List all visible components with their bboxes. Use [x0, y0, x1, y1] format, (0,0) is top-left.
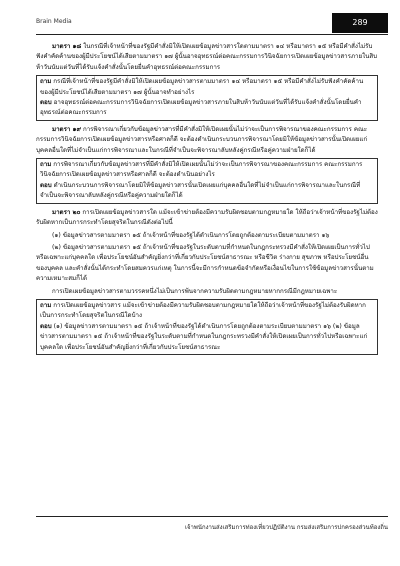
question-label: ถาม [40, 161, 52, 169]
paragraph-text: การเปิดเผยข้อมูลข่าวสารใด แม้จะเข้าข่ายต้องมีความรับผิดชอบตามกฎหมายใด ให้ถือว่าเจ้าหน้าที่ของรัฐไม่ต้องรับผิดหากเป็นการกระทำโดยสุจริตในกรณีดังต่อไปนี้ [36, 208, 378, 227]
question-text: การเปิดเผยข้อมูลข่าวสาร แม้จะเข้าข่ายต้องมีความรับผิดชอบตามกฎหมายใดให้ถือว่าเจ้าหน้าที่ของรัฐไม่ต้องรับผิดหากเป็นการกระทำโดยสุจริตในกรณีใดบ้าง [40, 301, 366, 320]
answer-line [40, 98, 374, 119]
answer-text: ดำเนินกระบวนการพิจารณาโดยมิให้ข้อมูลข่าวสารนั้นเปิดเผยแก่บุคคลอื่นใดที่ไม่จำเป็นแก่การพิจารณาและในกรณีที่จำเป็นจะพิจารณาลับหลังคู่กรณีหรือคู่ความฝ่ายใดก็ได้ [40, 181, 361, 200]
paragraph [36, 42, 378, 73]
question-label: ถาม [40, 301, 52, 309]
answer-text: (๑) ข้อมูลข่าวสารตามมาตรา ๑๕ ถ้าเจ้าหน้าที่ของรัฐได้ดำเนินการโดยถูกต้องตามระเบียบตามมาตรา ๑๖ (๒) ข้อมูลข่าวสารตามมาตรา ๑๕ ถ้าเจ้าหน้าที่ของรัฐในระดับตามที่กำหนดในกฎกระทรวงมีคำสั่งให้เปิดเผยเป็นการทั่วไปหรือเฉพาะแก่บุคคลใด เพื่อประโยชน์อันสำคัญยิ่งกว่าที่เกี่ยวกับประโยชน์สาธารณะ [40, 322, 368, 351]
page-number: 289 [332, 13, 388, 33]
paragraph-text: (๒) ข้อมูลข่าวสารตามมาตรา ๑๕ ถ้าเจ้าหน้าที่ของรัฐในระดับตามที่กำหนดในกฎกระทรวงมีคำสั่งให้เปิดเผยเป็นการทั่วไปหรือเฉพาะแก่บุคคลใด เพื่อประโยชน์อันสำคัญยิ่งกว่าที่เกี่ยวกับประโยชน์สาธารณะ หรือชีวิต ร่างกาย สุขภาพ หรือประโยชน์อื่นของบุคคล และคำสั่งนั้นได้กระทำโดยสมควรแก่เหตุ ในการนี้จะมีการกำหนดข้อจำกัดหรือเงื่อนไขในการใช้ข้อมูลข่าวสารนั้นตามความเหมาะสมก็ได้ [36, 243, 374, 283]
footer-text: เจ้าพนักงานส่งเสริมการท่องเที่ยวปฏิบัติงาน กรมส่งเสริมการปกครองส่วนท้องถิ่น [184, 524, 388, 531]
answer-line [40, 181, 374, 202]
answer-line [40, 322, 374, 353]
section-label: มาตรา ๑๘ [52, 43, 82, 50]
paragraph [36, 287, 378, 297]
qa-box [36, 75, 378, 121]
answer-label: ตอบ [40, 322, 52, 330]
paragraph [36, 243, 378, 285]
answer-label: ตอบ [40, 181, 52, 189]
header-brand: Brain Media [36, 18, 72, 25]
paragraph-text: ในกรณีที่เจ้าหน้าที่ของรัฐมีคำสั่งมิให้เปิดเผยข้อมูลข่าวสารใดตามมาตรา ๑๔ หรือมาตรา ๑๕ หรือมีคำสั่งไม่รับฟังคำคัดค้านของผู้มีประโยชน์ได้เสียตามมาตรา ๑๗ ผู้นั้นอาจอุทธรณ์ต่อคณะกรรมการวินิจฉัยการเปิดเผยข้อมูลข่าวสารภายในสิบห้าวันนับแต่วันที่ได้รับแจ้งคำสั่งนั้นโดยยื่นคำอุทธรณ์ต่อคณะกรรมการ [36, 43, 378, 71]
qa-box [36, 299, 378, 355]
section-label: มาตรา ๒๐ [52, 208, 81, 216]
question-line [40, 160, 374, 181]
answer-label: ตอบ [40, 99, 52, 107]
footer-rule [36, 516, 388, 517]
section-label: มาตรา ๑๙ [52, 125, 81, 133]
question-line [40, 77, 374, 98]
paragraph [36, 125, 378, 156]
question-label: ถาม [40, 78, 52, 86]
question-text: การพิจารณาเกี่ยวกับข้อมูลข่าวสารที่มีคำสั่งมิให้เปิดเผยนั้นไม่ว่าจะเป็นการพิจารณาของคณะกรรมการ คณะกรรมการวินิจฉัยการเปิดเผยข้อมูลข่าวสารหรือศาลก็ดี จะต้องดำเนินอย่างไร [40, 161, 363, 179]
paragraph [36, 208, 378, 229]
paragraph [36, 231, 378, 241]
paragraph-text: การเปิดเผยข้อมูลข่าวสารตามวรรคหนึ่งไม่เป็นการพ้นจากความรับผิดตามกฎหมายหากกรณีมีกฎหมายเฉพาะ [52, 287, 338, 295]
paragraph-text: (๑) ข้อมูลข่าวสารตามมาตรา ๑๕ ถ้าเจ้าหน้าที่ของรัฐได้ดำเนินการโดยถูกต้องตามระเบียบตามมาตรา ๑๖ [52, 231, 330, 239]
qa-box [36, 158, 378, 204]
answer-text: อาจอุทธรณ์ต่อคณะกรรมการวินิจฉัยการเปิดเผยข้อมูลข่าวสารภายในสิบห้าวันนับแต่วันที่ได้รับแจ้งคำสั่งนั้นโดยยื่นคำอุทธรณ์ต่อคณะกรรมการ [40, 99, 362, 117]
question-line [40, 301, 374, 322]
header-rule [36, 34, 388, 35]
document-body [36, 42, 378, 359]
question-text: กรณีที่เจ้าหน้าที่ของรัฐมีคำสั่งมิให้เปิดเผยข้อมูลข่าวสารตามมาตรา ๑๔ หรือมาตรา ๑๕ หรือมีคำสั่งไม่รับฟังคำคัดค้านของผู้มีประโยชน์ได้เสียตามมาตรา ๑๗ ผู้นั้นอาจทำอย่างไร [40, 78, 364, 96]
paragraph-text: การพิจารณาเกี่ยวกับข้อมูลข่าวสารที่มีคำสั่งมิให้เปิดเผยนั้นไม่ว่าจะเป็นการพิจารณาของคณะกรรมการ คณะกรรมการวินิจฉัยการเปิดเผยข้อมูลข่าวสารหรือศาลก็ดี จะต้องดำเนินกระบวนการพิจารณาโดยมิให้ข้อมูลข่าวสารนั้นเปิดเผยแก่บุคคลอื่นใดที่ไม่จำเป็นแก่การพิจารณาและในกรณีที่จำเป็นจะพิจารณาลับหลังคู่กรณีหรือคู่ความฝ่ายใดก็ได้ [36, 125, 368, 154]
